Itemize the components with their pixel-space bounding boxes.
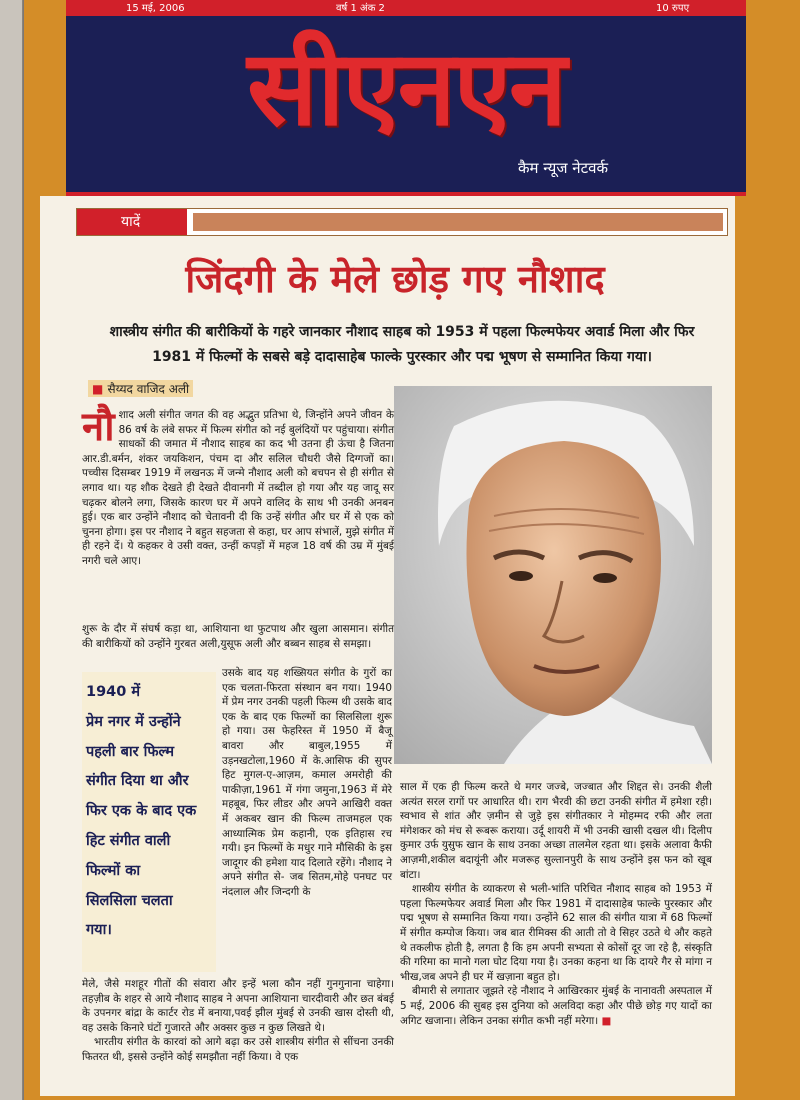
paragraph-2: शुरू के दौर में संघर्ष कड़ा था, आशियाना था फुटपाथ और खुला आसमान। संगीत की बारीकियों को उन्होंने गुरबत अली,युसूफ अली और बब्बन साहब से समझा। (82, 623, 394, 650)
paragraph-8: बीमारी से लगातार जूझते रहे नौशाद ने आखिरकार मुंबई के नानावती अस्पताल में 5 मई, 2006 की सुबह इस दुनिया को अलविदा कहा और पीछे छोड़ गए यादों का अगिट खजाना। लेकिन उनका संगीत कभी नहीं मरेगा। (400, 985, 712, 1027)
pull-quote (82, 672, 216, 972)
article-column-bottom-left (82, 977, 394, 1065)
byline-marker-icon: ■ (92, 382, 108, 396)
article-column-right (400, 780, 712, 1028)
pull-quote-text (86, 678, 214, 946)
binder-strip (0, 0, 23, 1100)
masthead-banner (66, 16, 746, 192)
newspaper-logo: सीएनएन (247, 26, 565, 149)
section-label: यादें (77, 209, 187, 235)
issue-number: वर्ष 1 अंक 2 (336, 3, 385, 14)
pull-quote-line: गया। (86, 922, 112, 939)
paragraph-4: मेले, जैसे मशहूर गीतों की संवारा और इन्हें भला कौन नहीं गुनगुनाना चाहेगा। तहज़ीब के शहर से आये नौशाद साहब ने अपना आशियाना चारदीवारी और छत बंबई के उपनगर बांद्रा के कार्टर रोड में बनाया,पवई झील मुंबई से उनकी खास दोस्ती थी, वह उसके किनारे घंटों गुजारते और अक्सर कुछ न कुछ लिखते थे। (82, 978, 395, 1034)
masthead-info-strip (66, 0, 746, 14)
byline-author: सैय्यद वाजिद अली (107, 382, 190, 396)
pull-quote-line: सिलसिला चलता (86, 892, 173, 909)
newspaper-tagline: कैम न्यूज नेटवर्क (517, 159, 608, 177)
issue-price: 10 रुपए (656, 3, 690, 14)
pull-quote-line: फिर एक के बाद एक (86, 803, 197, 820)
end-mark-icon: ■ (598, 1014, 612, 1027)
paragraph-3: उसके बाद यह शख्सियत संगीत के गुरों का एक चलता-फिरता संस्थान बन गया। 1940 में प्रेम नगर उनकी पहली फिल्म थी उसके बाद एक के बाद एक फिल्मों का सिलसिला शुरू हो गया। उस फेहरिस्त में 1950 में बैजू बावरा और बाबुल,1955 में उड़नखटोला,1960 में के.आसिफ की सुपर हिट मुगल-ए-आज़म, कमाल अमरोही की पाकीज़ा,1961 में गंगा जमुना,1963 में मेरे महबूब, फिर लीडर और अपने आखिरी वक्त में अकबर खान की फिल्म ताजमहल एक आध्यात्मिक प्रेम कहानी, एक इतिहास रच गयी। इन फिल्मों के मधुर गाने मौसिकी के इस जादूगर की हमेशा याद दिलाते रहेंगे। नौशाद ने अपने संगीत से- जब सितम,मोहे पनघट पर नंदलाल और जिन्दगी के (222, 667, 392, 898)
article-headline: जिंदगी के मेले छोड़ गए नौशाद (185, 256, 605, 301)
article-byline (88, 380, 193, 397)
paragraph-5: भारतीय संगीत के कारवां को आगे बढ़ा कर उसे शास्त्रीय संगीत से सींचना उनकी फितरत थी, इससे उन्होंने कोई समझौता नहीं किया। वे एक (82, 1036, 394, 1063)
paragraph-6: साल में एक ही फिल्म करते थे मगर जज्बे, जज्बात और शिद्दत से। उनकी शैली अत्यंत सरल रागों पर आधारित थी। राग भैरवी की छटा उनकी संगीत में हमेशा रही। स्वभाव से शांत और ज़मीन से जुड़े इस संगीतकार ने मोहम्मद रफी और लता मंगेशकर को मंच से रूबरू कराया। उर्दू शायरी में भी उनकी खासी दखल थी। दिलीप कुमार उर्फ युसुफ खान के साथ उनका अच्छा तालमेल रहता था। इसके अलावा कैफी आज़मी,शकील बदायूंनी और मजरूह सुल्तानपुरी के साथ उन्होंने इस फन को खूब बांटा। (400, 781, 712, 881)
article-summary: शास्त्रीय संगीत की बारीकियों के गहरे जानकार नौशाद साहब को 1953 में पहला फिल्मफेयर अवार्ड मिला और फिर 1981 में फिल्मों के सबसे बड़े दादासाहेब फाल्के पुरस्कार और पद्म भूषण से सम्मानित किया गया। (109, 324, 695, 365)
drop-cap: नौ (82, 403, 115, 450)
pull-quote-line: हिट संगीत वाली (86, 832, 171, 849)
portrait-photo (394, 386, 712, 764)
pull-quote-line: संगीत दिया था और (86, 773, 189, 790)
paragraph-7: शास्त्रीय संगीत के व्याकरण से भली-भांति परिचित नौशाद साहब को 1953 में पहला फिल्मफेयर अवार्ड मिला और फिर 1981 में दादासाहेब फाल्के पुरस्कार और पद्म भूषण से सम्मानित किया गया। उन्होंने 62 साल की संगीत यात्रा में 68 फिल्मों में संगीत कम्पोज किया। जब बात रीमिक्स की आती तो वे सिहर उठते थे और कहते थे तकलीफ होती है, लगता है कि हम अपनी सभ्यता से कोसों दूर जा रहे है, संस्कृति की गरिमा का मानो गला घोट दिया गया है। उनका कहना था कि दायरे गैर से मांगा न भीख,जब अपने ही घर में खज़ाना बहुत हो। (400, 883, 712, 983)
masthead (66, 0, 746, 196)
portrait-illustration (394, 386, 712, 764)
pull-quote-line: पहली बार फिल्म (86, 743, 175, 760)
paragraph-1: शाद अली संगीत जगत की वह अद्भुत प्रतिभा थे, जिन्होंने अपने जीवन के 86 वर्ष के लंबे सफर में फिल्म संगीत को नई बुलंदियों पर पहुंचाया। संगीत साधकों की जमात में नौशाद साहब का कद भी उतना ही ऊंचा है जितना आर.डी.बर्मन, शंकर जयकिशन, पंचम दा और सलिल चौधरी जैसे दिग्गजों का। पच्चीस दिसम्बर 1919 में लखनऊ में जन्मे नौशाद अली को बचपन से ही संगीत से लगाव था। यह शौक देखते ही देखते दीवानगी में तब्दील हो गया और यह जादू सर चढ़कर बोलने लगा, जिसके कारण घर में अपने वालिद के साथ भी उनकी अनबन हुई। एक बार उन्होंने नौशाद को चेतावनी दी कि उन्हें संगीत और घर में से एक को चुनना होगा। इस पर नौशाद ने बहुत सहजता से कहा, घर आप संभालें, मुझे संगीत में ही रहने दें। ये कहकर वे उसी वक्त, उन्हीं कपड़ों में महज 18 वर्ष की उम्र में मुंबई नगरी चले आए। (82, 409, 394, 567)
section-bar-fill (193, 213, 723, 231)
pull-quote-line: प्रेम नगर में उन्होंने (86, 713, 181, 730)
article-column-1 (82, 403, 394, 569)
pull-quote-line: 1940 में (86, 684, 141, 700)
section-bar (76, 208, 728, 236)
issue-date: 15 मई, 2006 (126, 3, 185, 14)
pull-quote-line: फिल्मों का (86, 862, 141, 879)
